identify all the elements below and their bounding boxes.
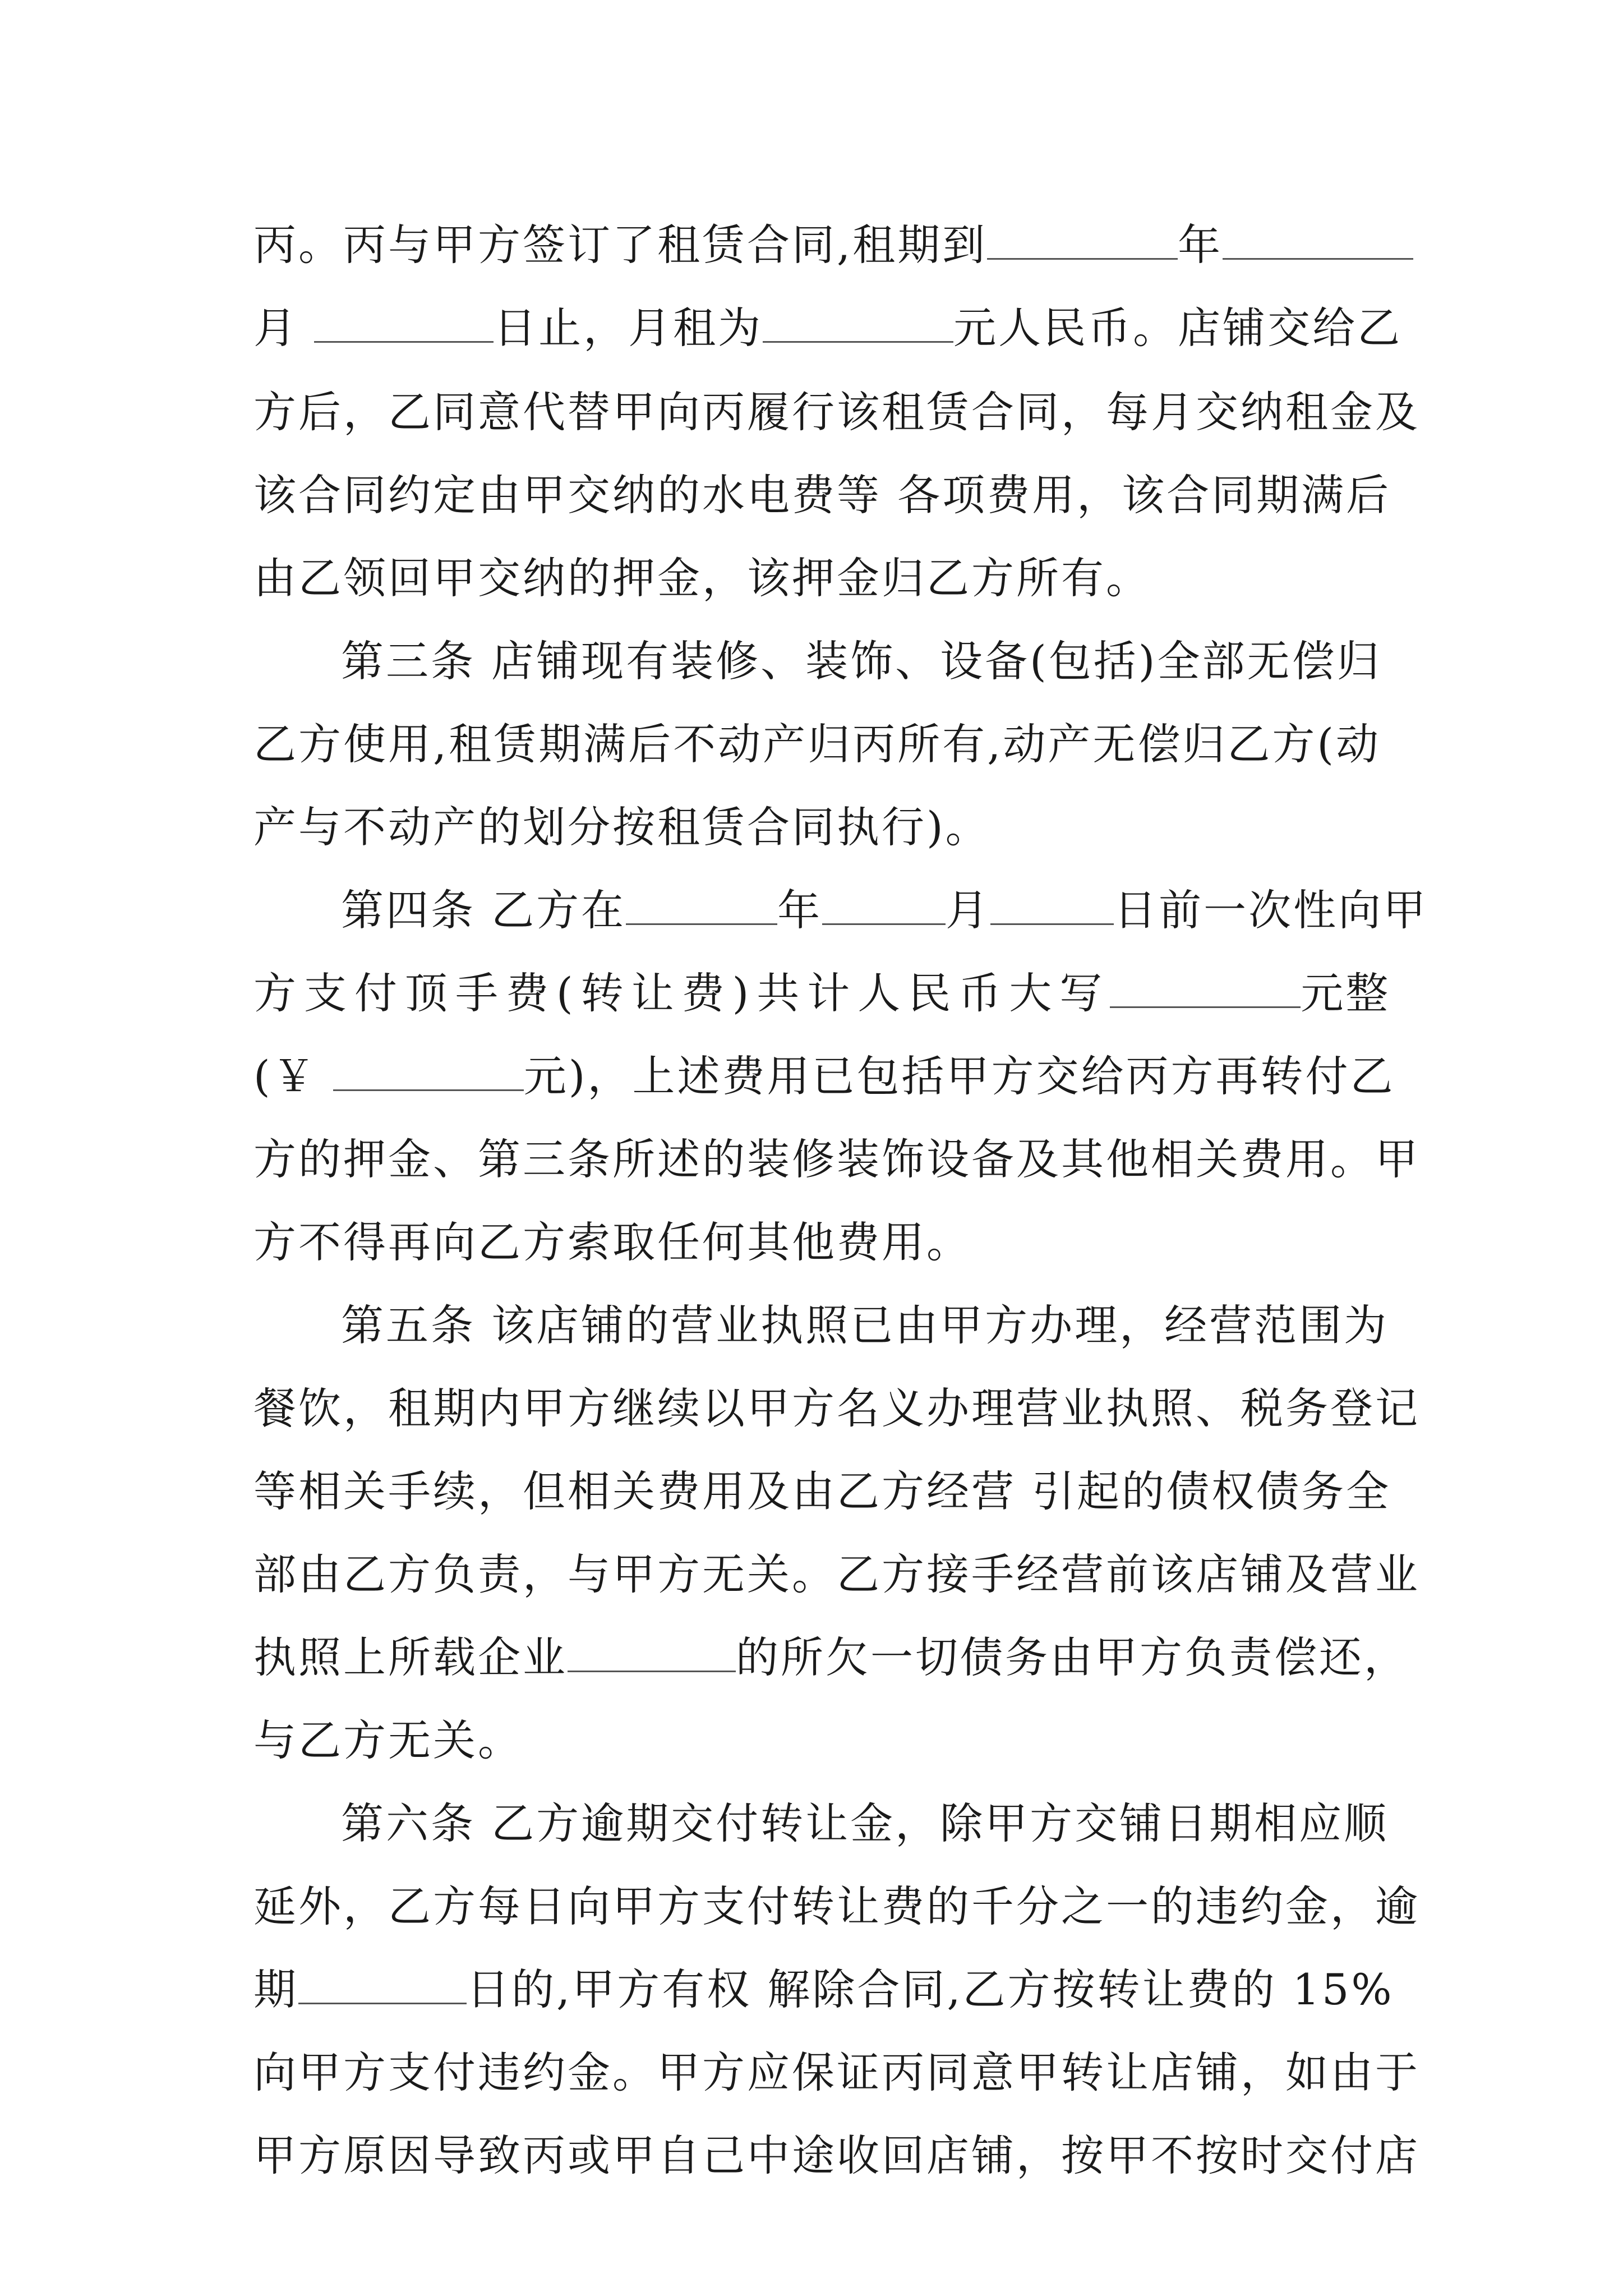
- line-text: 年: [777, 885, 823, 935]
- text-line-24: [253, 2114, 1420, 2198]
- text-line-9: [253, 868, 1428, 953]
- text-line-3: [253, 370, 1420, 454]
- line-text: 第四条 乙方在: [341, 885, 626, 935]
- text-line-11: [253, 1034, 1395, 1119]
- text-line-7: [253, 702, 1381, 786]
- line-text: 月: [253, 303, 315, 353]
- text-line-5: [253, 536, 1381, 620]
- text-line-18: [253, 1616, 1409, 1700]
- blank-field[interactable]: [990, 890, 1114, 925]
- line-text: 乙方使用,租赁期满后不动产归丙所有,动产无偿归乙方(动: [253, 719, 1381, 769]
- text-line-16: [253, 1450, 1391, 1534]
- blank-field[interactable]: [298, 1969, 467, 2004]
- blank-field[interactable]: [626, 890, 777, 925]
- line-text: 丙。丙与甲方签订了租赁合同,租期到: [253, 220, 988, 270]
- blank-field[interactable]: [568, 1637, 736, 1672]
- line-text: 元整: [1301, 968, 1391, 1018]
- line-text: 元人民币。店铺交给乙: [953, 303, 1403, 353]
- blank-field[interactable]: [314, 307, 494, 343]
- line-text: 元)，上述费用已包括甲方交给丙方再转付乙: [523, 1051, 1395, 1101]
- line-text: 餐饮，租期内甲方继续以甲方名义办理营业执照、税务登记: [253, 1383, 1420, 1433]
- text-line-8: [253, 785, 1381, 869]
- line-text: 由乙领回甲交纳的押金，该押金归乙方所有。: [253, 553, 1151, 603]
- text-line-15: [253, 1366, 1420, 1451]
- line-text: 月: [946, 885, 991, 935]
- line-text: 日止，月租为: [494, 303, 763, 353]
- blank-field[interactable]: [822, 890, 946, 925]
- line-text: 方的押金、第三条所述的装修装饰设备及其他相关费用。甲: [253, 1134, 1420, 1184]
- line-text: 日前一次性向甲: [1114, 885, 1428, 935]
- line-text: 年: [1178, 220, 1223, 270]
- line-text: 向甲方支付违约金。甲方应保证丙同意甲转让店铺，如由于: [253, 2047, 1420, 2097]
- text-line-12: [253, 1117, 1420, 1202]
- line-text: 等相关手续，但相关费用及由乙方经营 引起的债权债务全: [253, 1466, 1391, 1516]
- line-text: 与乙方无关。: [253, 1715, 523, 1765]
- text-line-4: [253, 453, 1391, 537]
- text-line-22: [253, 1948, 1394, 2032]
- text-line-6: [253, 619, 1381, 703]
- line-text: 产与不动产的划分按租赁合同执行)。: [253, 802, 990, 852]
- line-text: 的所欠一切债务由甲方负责偿还，: [736, 1632, 1409, 1682]
- line-text: 日的,甲方有权 解除合同,乙方按转让费的 15%: [467, 1964, 1394, 2014]
- line-text: 期: [253, 1964, 298, 2014]
- blank-field[interactable]: [763, 307, 953, 343]
- line-text: 部由乙方负责，与甲方无关。乙方接手经营前该店铺及营业: [253, 1549, 1420, 1599]
- blank-field[interactable]: [333, 1056, 524, 1091]
- line-text: 执照上所载企业: [253, 1632, 568, 1682]
- blank-field[interactable]: [987, 224, 1178, 260]
- text-line-1: [253, 203, 1381, 287]
- text-line-20: [253, 1782, 1389, 1866]
- line-text: (￥: [253, 1051, 333, 1101]
- blank-field[interactable]: [1223, 224, 1413, 260]
- text-line-21: [253, 1865, 1420, 1949]
- text-line-14: [253, 1283, 1389, 1368]
- text-line-10: [253, 951, 1391, 1036]
- text-line-17: [253, 1533, 1420, 1617]
- line-text: 该合同约定由甲交纳的水电费等 各项费用，该合同期满后: [253, 470, 1391, 520]
- line-text: 甲方原因导致丙或甲自己中途收回店铺，按甲不按时交付店: [253, 2131, 1420, 2180]
- text-line-13: [253, 1200, 1381, 1285]
- text-line-23: [253, 2031, 1420, 2115]
- line-text: 延外，乙方每日向甲方支付转让费的千分之一的违约金，逾: [253, 1881, 1420, 1931]
- line-text: 第三条 店铺现有装修、装饰、设备(包括)全部无偿归: [341, 636, 1382, 686]
- line-text: 第五条 该店铺的营业执照已由甲方办理，经营范围为: [341, 1300, 1389, 1350]
- text-line-19: [253, 1699, 1381, 1783]
- line-text: 第六条 乙方逾期交付转让金，除甲方交铺日期相应顺: [341, 1798, 1389, 1848]
- blank-field[interactable]: [1110, 973, 1301, 1008]
- line-text: 方支付顶手费(转让费)共计人民币大写: [253, 968, 1110, 1018]
- line-text: 方后，乙同意代替甲向丙履行该租赁合同，每月交纳租金及: [253, 387, 1420, 437]
- text-line-2: [253, 286, 1403, 370]
- line-text: 方不得再向乙方索取任何其他费用。: [253, 1217, 971, 1267]
